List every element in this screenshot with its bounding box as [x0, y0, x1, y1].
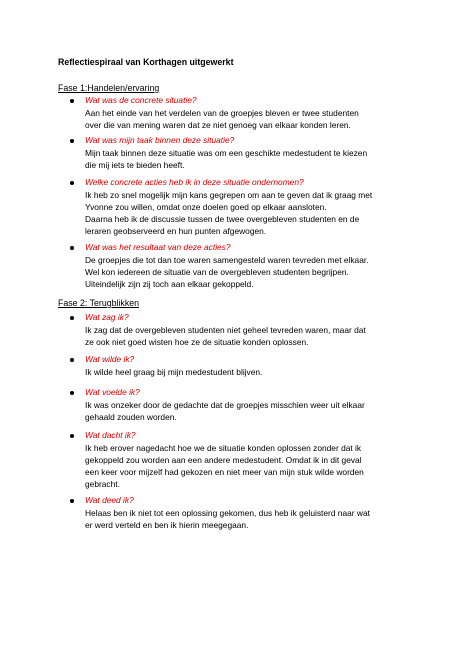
bullet-icon [70, 246, 74, 250]
answer-line: Ik wilde heel graag bij mijn medestudent blijven. [85, 367, 263, 377]
answer-line: Ik heb erover nagedacht hoe we de situatie konden oplossen zonder dat ik [85, 443, 362, 453]
answer-line: Ik zag dat de overgebleven studenten niet geheel tevreden waren, maar dat [85, 325, 366, 335]
document-title: Reflectiespiraal van Korthagen uitgewerkt [58, 57, 234, 67]
section-heading-fase-2: Fase 2: Terugblikken [58, 298, 140, 308]
question: Welke concrete acties heb ik in deze situatie ondernomen? [85, 177, 304, 187]
answer-line: ze ook niet goed wisten hoe ze de situatie konden oplossen. [85, 337, 309, 347]
answer-line: Aan het einde van het verdelen van de groepjes bleven er twee studenten [85, 108, 359, 118]
answer-line: Mijn taak binnen deze situatie was om een geschikte medestudent te kiezen [85, 148, 368, 158]
answer-line: Wel kon iedereen de situatie van de overgebleven studenten begrijpen. [85, 267, 349, 277]
answer-line: Ik was onzeker door de gedachte dat de groepjes misschien weer uit elkaar [85, 400, 365, 410]
question: Wat wilde ik? [85, 354, 135, 364]
bullet-icon [70, 181, 74, 185]
bullet-icon [70, 391, 74, 395]
answer-line: De groepjes die tot dan toe waren samengesteld waren tevreden met elkaar. [85, 255, 369, 265]
answer-line: gebracht. [85, 479, 120, 489]
bullet-icon [70, 99, 74, 103]
answer-line: Helaas ben ik niet tot een oplossing gekomen, dus heb ik geluisterd naar wat [85, 508, 370, 518]
section-heading-fase-1: Fase 1:Handelen/ervaring [58, 83, 160, 93]
answer-line: er werd verteld en ben ik hierin meegegaan. [85, 520, 249, 530]
question: Wat was mijn taak binnen deze situatie? [85, 135, 235, 145]
answer-line: leraren geobserveerd en hun punten afgewogen. [85, 226, 267, 236]
question: Wat deed ik? [85, 495, 134, 505]
question: Wat voelde ik? [85, 387, 140, 397]
bullet-icon [70, 139, 74, 143]
question: Wat zag ik? [85, 312, 129, 322]
bullet-icon [70, 316, 74, 320]
answer-line: die mij iets te bieden heeft. [85, 160, 185, 170]
answer-line: over die van mening waren dat ze niet genoeg van elkaar konden leren. [85, 120, 351, 130]
bullet-icon [70, 358, 74, 362]
answer-line: gehaald zouden worden. [85, 412, 177, 422]
answer-line: Uiteindelijk zijn zij toch aan elkaar gekoppeld. [85, 279, 254, 289]
question: Wat was de concrete situatie? [85, 95, 197, 105]
answer-line: gekoppeld zou worden aan een andere medestudent. Omdat ik in dit geval [85, 455, 362, 465]
question: Wat was het resultaat van deze acties? [85, 242, 231, 252]
answer-line: Ik heb zo snel mogelijk mijn kans gegrepen om aan te geven dat ik graag met [85, 190, 373, 200]
answer-line: Daarna heb ik de discussie tussen de twee overgebleven studenten en de [85, 214, 360, 224]
answer-line: Yvonne zou willen, omdat onze doelen goed op elkaar aansloten. [85, 202, 327, 212]
bullet-icon [70, 499, 74, 503]
answer-line: een keer voor mijzelf had gekozen en niet meer van mijn stuk wilde worden [85, 467, 364, 477]
question: Wat dacht ik? [85, 430, 136, 440]
bullet-icon [70, 434, 74, 438]
